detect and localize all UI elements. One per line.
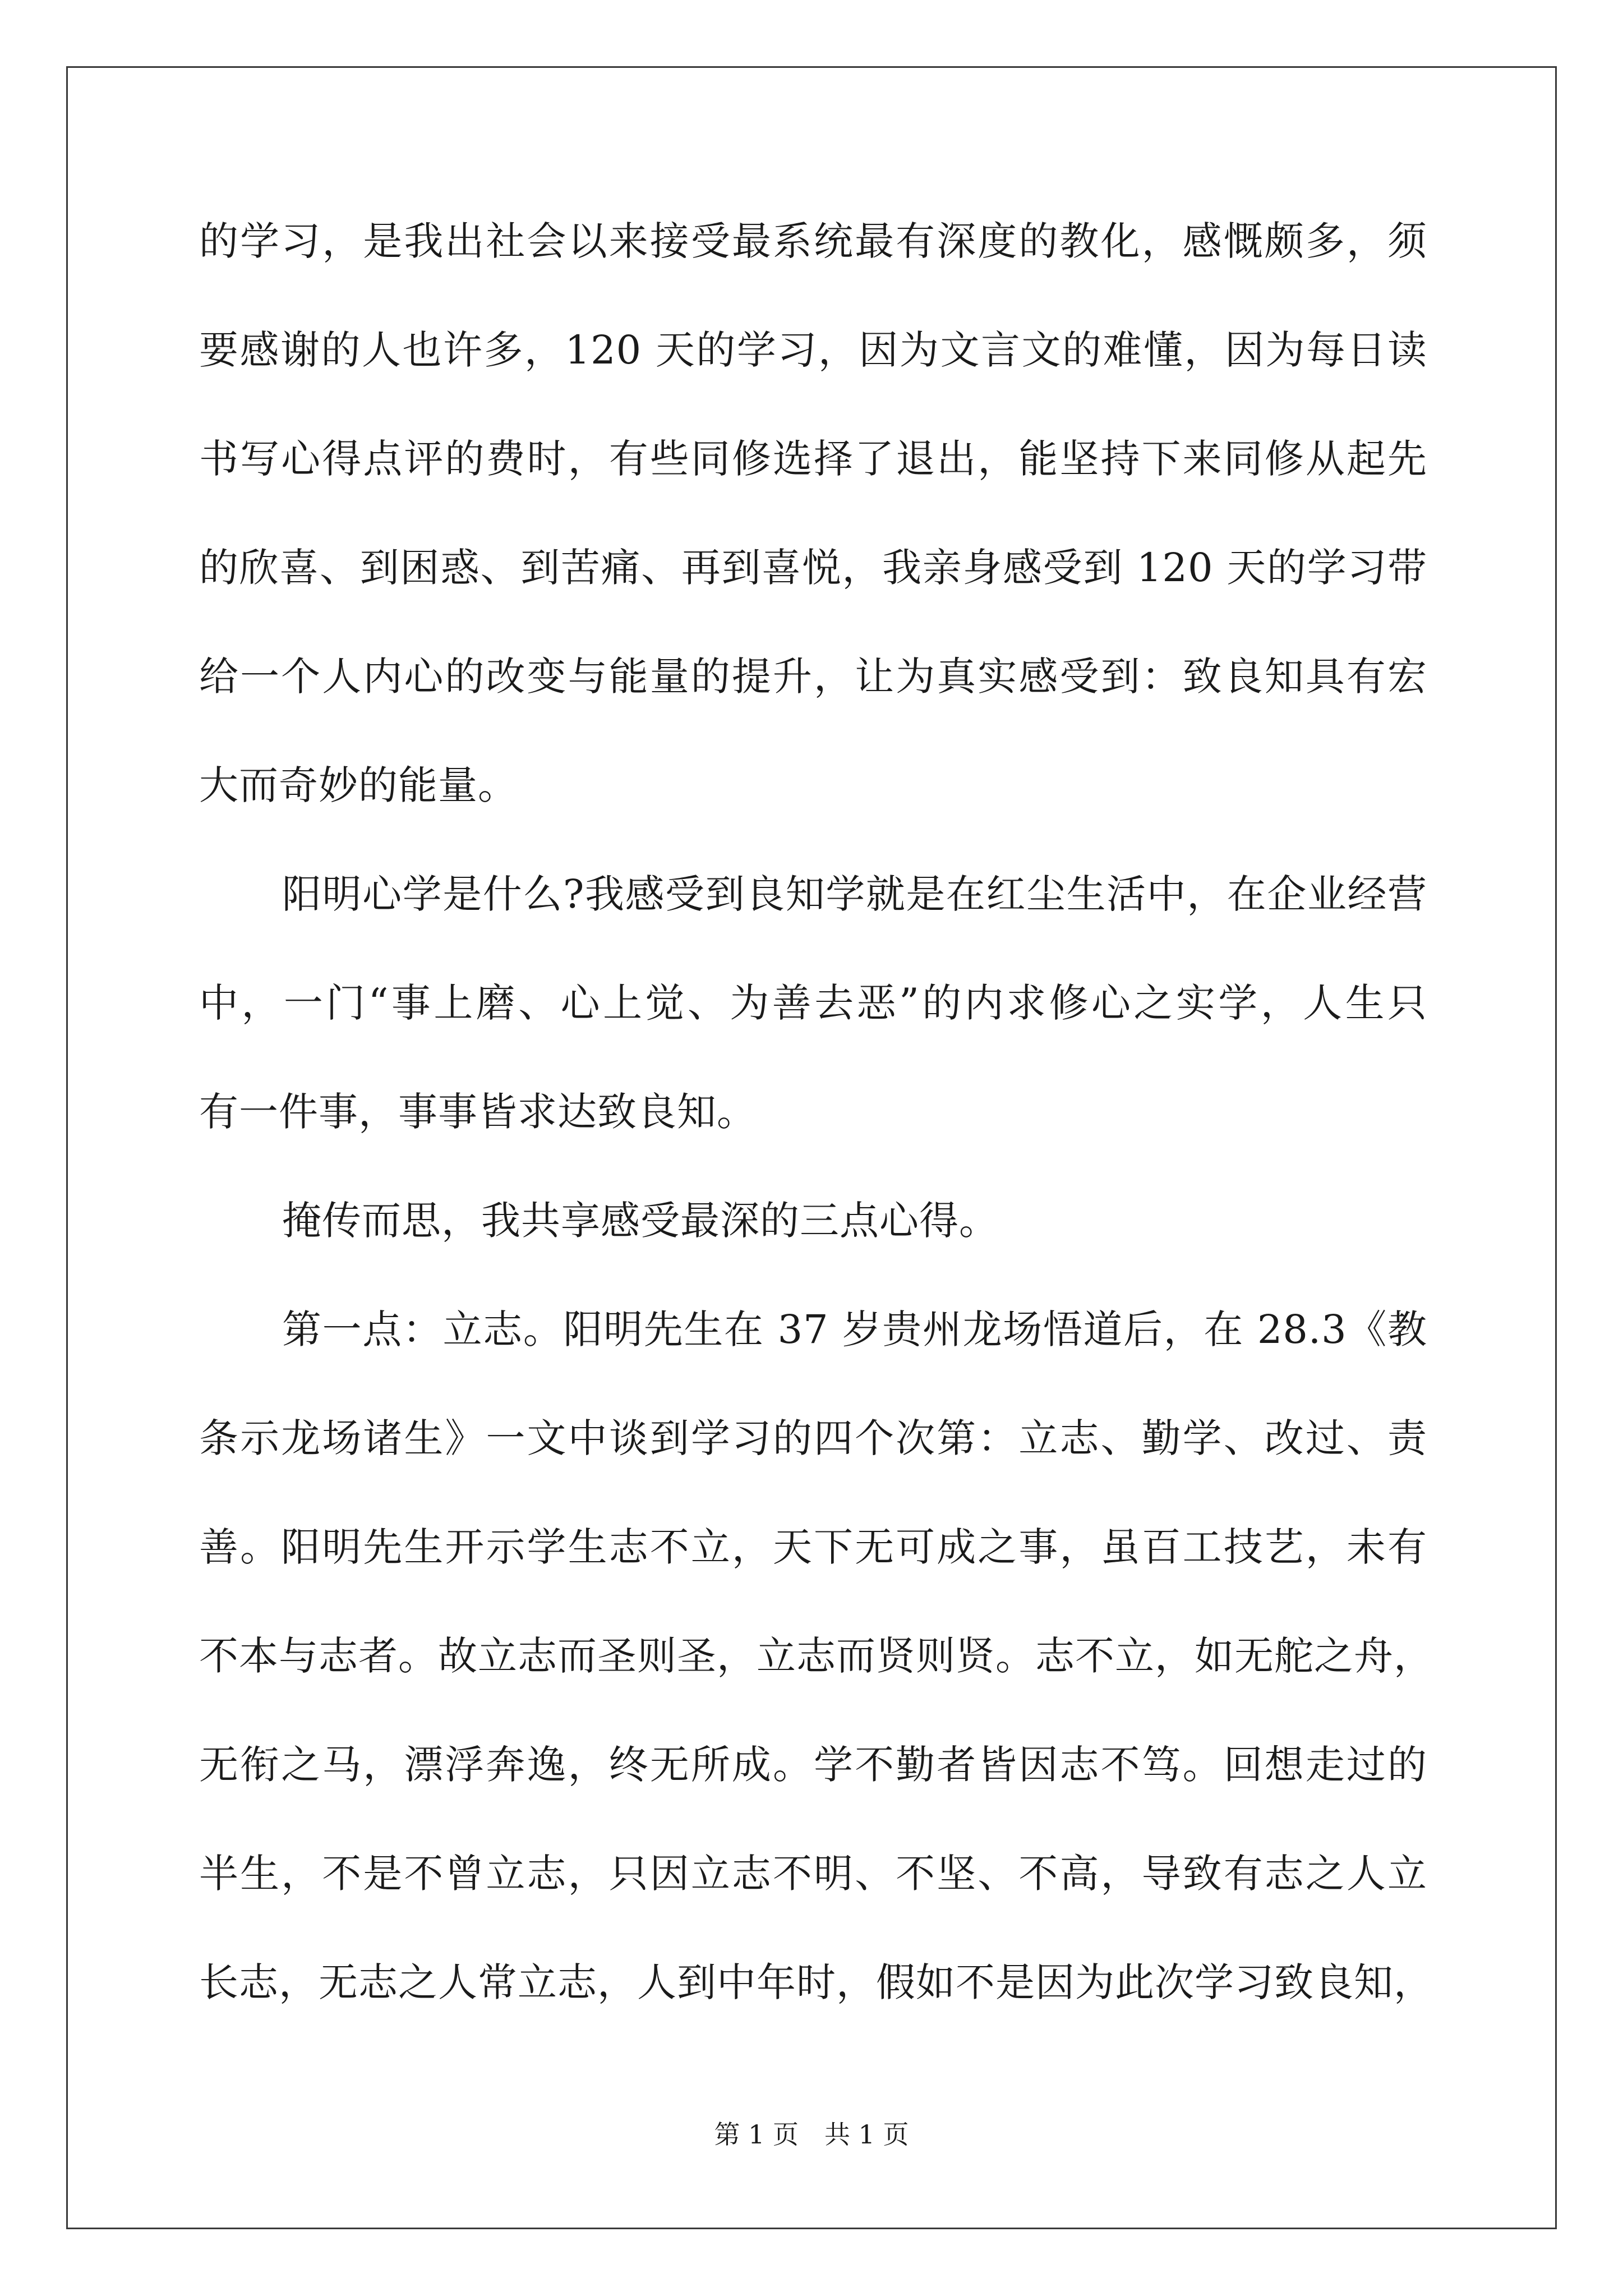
- text-line: 有一件事，事事皆求达致良知。: [199, 1089, 757, 1135]
- text-line: 给一个人内心的改变与能量的提升，让为真实感受到：致良知具有宏: [199, 654, 1427, 700]
- text-line: 第一点：立志。阳明先生在 37 岁贵州龙场悟道后，在 28.3《教: [282, 1306, 1427, 1352]
- text-line: 半生，不是不曾立志，只因立志不明、不坚、不高，导致有志之人立: [199, 1851, 1427, 1897]
- text-line: 无衔之马，漂浮奔逸，终无所成。学不勤者皆因志不笃。回想走过的: [199, 1742, 1427, 1788]
- text-line: 掩传而思，我共享感受最深的三点心得。: [282, 1198, 999, 1244]
- text-line: 长志，无志之人常立志，人到中年时，假如不是因为此次学习致良知，: [199, 1959, 1433, 2005]
- text-line: 条示龙场诸生》一文中谈到学习的四个次第：立志、勤学、改过、责: [199, 1415, 1427, 1461]
- text-line: 的欣喜、到困惑、到苦痛、再到喜悦，我亲身感受到 120 天的学习带: [199, 545, 1427, 591]
- text-line: 书写心得点评的费时，有些同修选择了退出，能坚持下来同修从起先: [199, 436, 1427, 482]
- text-line: 善。阳明先生开示学生志不立，天下无可成之事，虽百工技艺，未有: [199, 1524, 1427, 1570]
- text-line: 不本与志者。故立志而圣则圣，立志而贤则贤。志不立，如无舵之舟，: [199, 1633, 1433, 1679]
- text-line: 阳明心学是什么?我感受到良知学就是在红尘生活中，在企业经营: [282, 871, 1427, 917]
- text-line: 大而奇妙的能量。: [199, 762, 518, 808]
- document-body: [199, 208, 1433, 2058]
- text-line: 中，一门“事上磨、心上觉、为善去恶”的内求修心之实学，人生只: [199, 980, 1427, 1026]
- text-line: 的学习，是我出社会以来接受最系统最有深度的教化，感慨颇多，须: [199, 218, 1427, 264]
- text-line: 要感谢的人也许多，120 天的学习，因为文言文的难懂，因为每日读: [199, 327, 1427, 373]
- page-number-footer: 第 1 页 共 1 页: [714, 2119, 909, 2150]
